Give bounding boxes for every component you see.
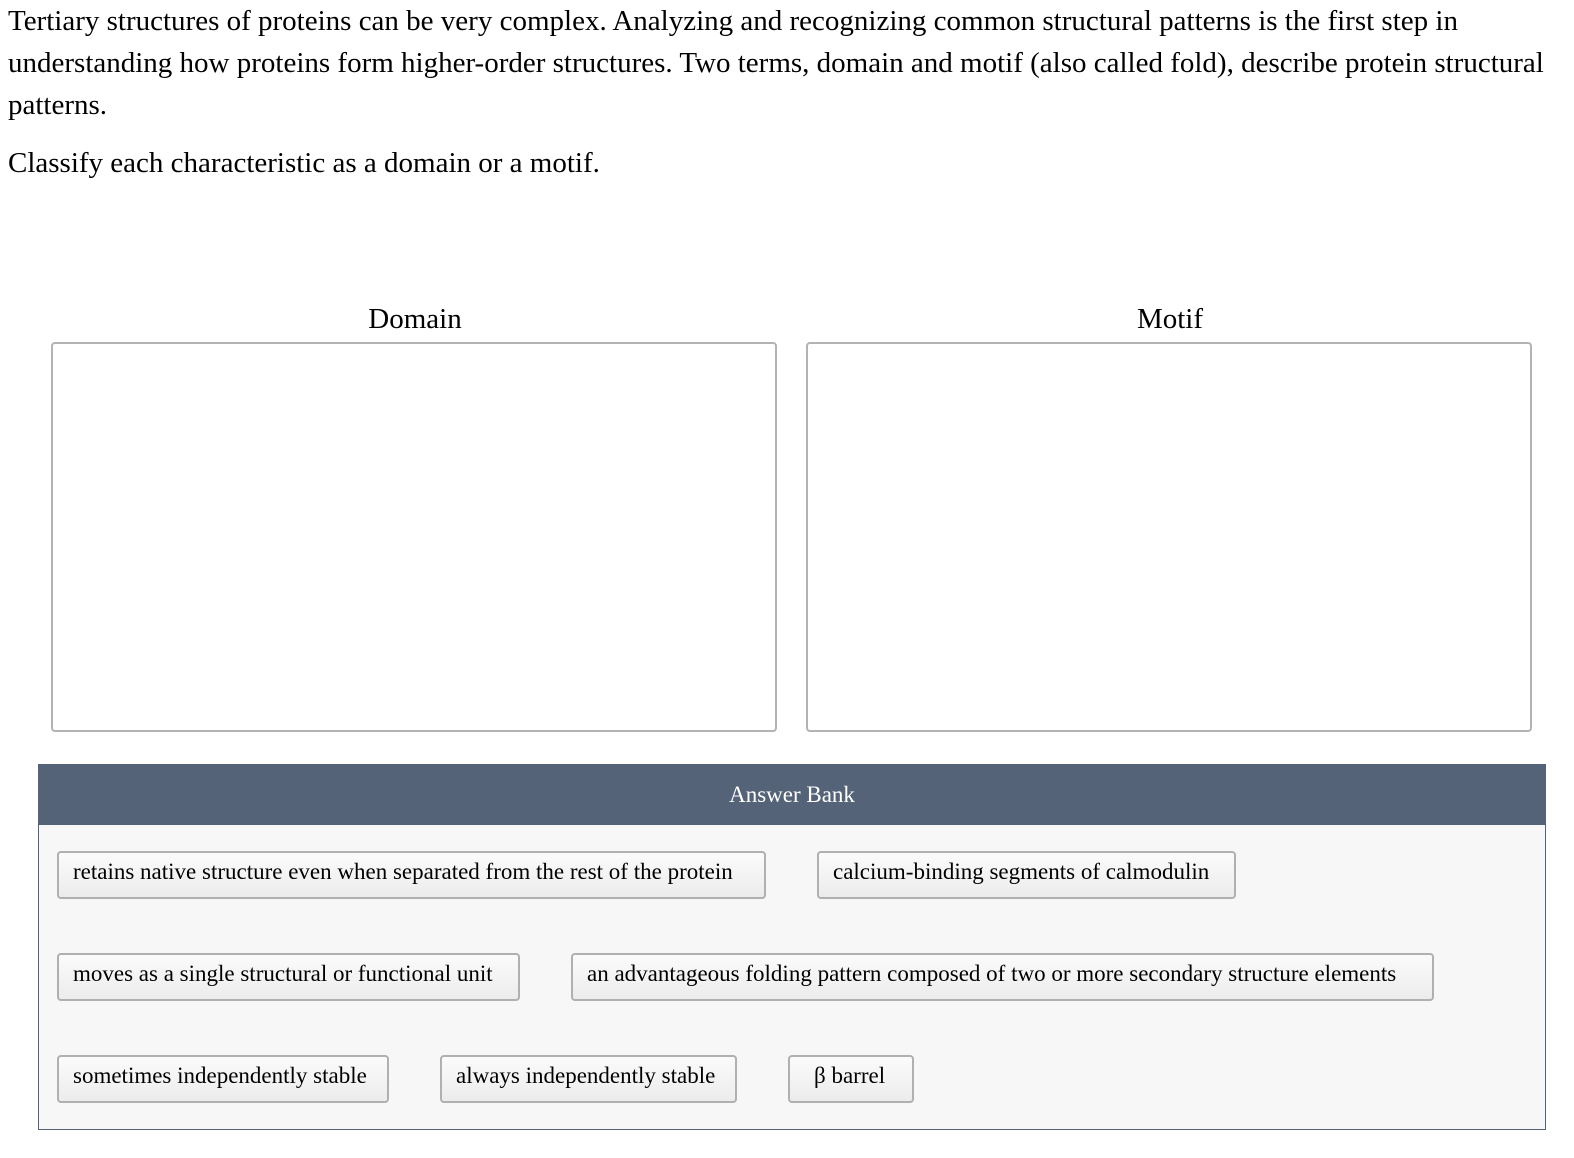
answer-chip[interactable]: calcium-binding segments of calmodulin (817, 851, 1236, 899)
answer-chip[interactable]: moves as a single structural or functional unit (57, 953, 520, 1001)
answer-chip[interactable]: always independently stable (440, 1055, 737, 1103)
domain-drop-zone[interactable] (51, 342, 777, 732)
motif-zone-title: Motif (1136, 303, 1204, 335)
question-intro: Tertiary structures of proteins can be very complex. Analyzing and recognizing common structural patterns is the first step in understanding how proteins form higher-order structures. Two terms, domain and motif (also called fold), describe protein structural patterns. (8, 5, 1544, 121)
motif-drop-zone[interactable] (806, 342, 1532, 732)
domain-zone-title: Domain (368, 303, 462, 335)
answer-bank-header: Answer Bank (39, 765, 1545, 825)
answer-bank (38, 764, 1546, 1130)
answer-chip[interactable]: sometimes independently stable (57, 1055, 389, 1103)
answer-chip[interactable]: an advantageous folding pattern composed of two or more secondary structure elements (571, 953, 1434, 1001)
answer-chip[interactable]: β barrel (788, 1055, 914, 1103)
question-instruction: Classify each characteristic as a domain or a motif. (8, 147, 600, 179)
answer-chip[interactable]: retains native structure even when separated from the rest of the protein (57, 851, 766, 899)
